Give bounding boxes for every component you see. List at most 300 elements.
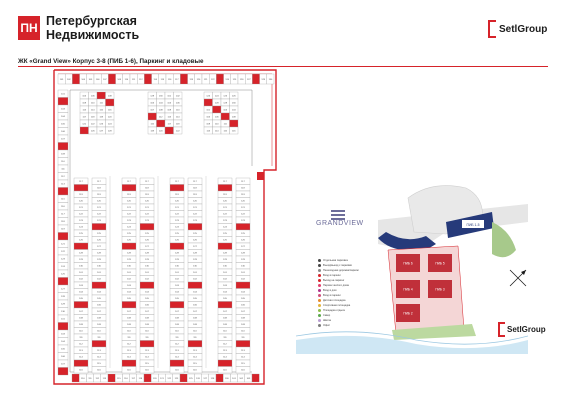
parking-space (80, 127, 89, 134)
parking-space (144, 74, 151, 84)
parking-space-number: 111 (193, 337, 197, 340)
parking-space-number: 104 (61, 341, 65, 344)
parking-space-number: 105 (145, 298, 149, 301)
parking-space-number: 101 (127, 272, 131, 275)
parking-space-number: 111 (79, 337, 83, 340)
parking-space-number: 113 (97, 350, 101, 353)
residential-building-label: ПИБ 4 (403, 287, 413, 292)
parking-space-number: 129 (261, 78, 266, 81)
parking-space-number: 109 (79, 324, 83, 327)
parking-space-number: 113 (79, 350, 83, 353)
parking-space (58, 143, 68, 151)
parking-space-number: 101 (61, 93, 65, 96)
parking-space-number: 111 (223, 337, 227, 340)
parking-space-number: 116 (97, 369, 101, 372)
parking-space-number: 120 (145, 200, 149, 203)
parking-space-number: 116 (145, 369, 149, 372)
parking-space-number: 111 (127, 337, 131, 340)
parking-space-number: 108 (127, 317, 131, 320)
parking-space-number: 119 (127, 194, 131, 197)
parking-space-number: 106 (61, 131, 65, 134)
parking-space-number: 110 (193, 330, 197, 333)
parking-space-number: 127 (193, 246, 197, 249)
legend-swatch (318, 269, 321, 272)
parking-space-number: 119 (150, 130, 154, 133)
parking-space-number: 110 (223, 330, 227, 333)
parking-space-number: 103 (175, 285, 179, 288)
parking-space-number: 105 (127, 298, 131, 301)
parking-space-number: 117 (82, 116, 86, 119)
parking-space-number: 119 (99, 116, 103, 119)
parking-space-number: 101 (97, 272, 101, 275)
legend-swatch (318, 264, 321, 267)
parking-space-number: 101 (232, 377, 236, 380)
parking-space-number: 119 (61, 228, 65, 231)
legend-label: Вход в дом (323, 289, 337, 292)
parking-space-number: 115 (117, 377, 121, 380)
parking-space-number: 107 (102, 78, 107, 81)
legend-swatch (318, 319, 321, 322)
parking-space-number: 130 (231, 102, 236, 105)
parking-space-number: 121 (79, 207, 83, 210)
parking-space-number: 125 (188, 377, 193, 380)
parking-space-number: 116 (175, 369, 179, 372)
parking-floor-plan (52, 68, 278, 386)
parking-space (218, 185, 232, 192)
parking-space-number: 115 (241, 363, 245, 366)
parking-space-number: 128 (223, 252, 227, 255)
parking-space (218, 302, 232, 309)
parking-space-number: 128 (193, 252, 197, 255)
parking-space-number: 116 (124, 377, 128, 380)
brand-line-2: Недвижимость (46, 28, 140, 42)
parking-space-number: 103 (127, 285, 131, 288)
parking-space-number: 129 (79, 259, 83, 262)
parking-space-number: 106 (193, 304, 197, 307)
parking-space (170, 185, 184, 192)
parking-space-number: 109 (223, 324, 227, 327)
parking-space-number: 124 (127, 226, 131, 229)
parking-space-number: 129 (145, 259, 149, 262)
parking-space-number: 110 (175, 330, 179, 333)
parking-space-number: 103 (61, 333, 65, 336)
parking-space-number: 112 (223, 343, 227, 346)
parking-space-number: 101 (193, 272, 197, 275)
parking-space-number: 101 (59, 78, 64, 81)
header-divider (18, 66, 548, 67)
parking-space-number: 129 (61, 303, 65, 306)
parking-space-number: 109 (145, 324, 149, 327)
parking-space-number: 121 (223, 207, 227, 210)
legend-label: Детская площадка (323, 299, 346, 302)
parking-space (72, 374, 79, 382)
parking-space-number: 118 (193, 187, 197, 190)
parking-space-number: 111 (61, 168, 65, 171)
parking-space-number: 101 (145, 272, 149, 275)
parking-space (92, 341, 106, 348)
parking-space-number: 130 (268, 78, 273, 81)
parking-space (180, 374, 187, 382)
parking-space-number: 103 (61, 108, 65, 111)
parking-space-number: 125 (193, 233, 197, 236)
parking-space-number: 117 (175, 78, 179, 81)
parking-space-number: 114 (193, 356, 197, 359)
parking-space-number: 130 (224, 377, 229, 380)
entrance-marker (257, 172, 264, 180)
parking-space (58, 278, 68, 286)
parking-spaces (58, 74, 274, 382)
parking-space-number: 110 (79, 330, 83, 333)
parking-space-number: 111 (241, 337, 245, 340)
parking-space-number: 120 (97, 200, 101, 203)
parking-space-number: 125 (175, 233, 179, 236)
parking-space-number: 126 (145, 239, 149, 242)
parking-space-number: 121 (241, 207, 245, 210)
parking-space (72, 74, 79, 84)
parking-space (236, 282, 250, 289)
parking-space-number: 126 (193, 239, 197, 242)
parking-space (140, 341, 154, 348)
parking-space-number: 128 (61, 296, 65, 299)
parking-space-number: 105 (61, 123, 65, 126)
parking-space-number: 118 (61, 221, 65, 224)
parking-space-number: 120 (196, 78, 201, 81)
parking-space-number: 130 (145, 265, 149, 268)
parking-space-number: 116 (167, 78, 172, 81)
parking-space (92, 282, 106, 289)
parking-space-number: 119 (189, 78, 193, 81)
parking-space-number: 119 (97, 194, 101, 197)
parking-space-number: 114 (175, 356, 179, 359)
parking-space-number: 120 (223, 200, 227, 203)
parking-space-number: 108 (79, 317, 83, 320)
parking-space-number: 122 (167, 377, 172, 380)
parking-space-number: 104 (241, 291, 245, 294)
parking-space-number: 128 (79, 252, 83, 255)
parking-space-number: 102 (193, 278, 197, 281)
parking-space-number: 118 (145, 187, 149, 190)
parking-space-number: 126 (223, 239, 227, 242)
parking-space-number: 111 (99, 102, 103, 105)
parking-space (170, 302, 184, 309)
parking-space-number: 127 (145, 246, 149, 249)
parking-space-number: 128 (145, 252, 149, 255)
legend-label: Вход в паркинг (323, 294, 341, 297)
parking-space-number: 113 (193, 350, 197, 353)
parking-space-number: 109 (206, 123, 211, 126)
parking-space (170, 360, 184, 367)
parking-space-number: 117 (193, 181, 197, 184)
parking-space-number: 123 (241, 220, 245, 223)
parking-space-number: 125 (97, 233, 101, 236)
legend-label: Спортивная площадка (323, 304, 351, 307)
residential-building-label: ПИБ 3 (435, 287, 445, 292)
parking-space-number: 106 (175, 102, 180, 105)
parking-space-number: 114 (91, 109, 95, 112)
parking-space-number: 116 (61, 206, 65, 209)
parking-space-number: 107 (145, 311, 149, 314)
parking-space (58, 98, 68, 106)
parking-space-number: 110 (61, 161, 65, 164)
parking-space-number: 104 (81, 78, 86, 81)
parking-space-number: 108 (241, 317, 245, 320)
parking-space-number: 129 (241, 259, 245, 262)
parking-space-number: 113 (82, 109, 86, 112)
parking-space-number: 102 (241, 278, 245, 281)
parking-space-number: 101 (79, 272, 83, 275)
parking-space (230, 120, 239, 127)
parking-space-number: 113 (167, 116, 171, 119)
parking-space-number: 108 (107, 95, 112, 98)
parking-space-number: 113 (206, 130, 210, 133)
parking-space-number: 129 (175, 259, 179, 262)
parking-space-number: 130 (158, 95, 163, 98)
parking-space-number: 106 (241, 304, 245, 307)
parking-space-number: 105 (88, 78, 93, 81)
parking-space (221, 113, 230, 120)
parking-space-number: 103 (79, 285, 83, 288)
parking-space (216, 74, 223, 84)
parking-space (106, 99, 115, 106)
parking-space-number: 110 (176, 109, 180, 112)
parking-space-number: 105 (97, 298, 101, 301)
parking-space-number: 123 (97, 220, 101, 223)
parking-space (74, 185, 88, 192)
parking-space-number: 104 (175, 291, 179, 294)
parking-space-number: 128 (127, 252, 131, 255)
parking-space-number: 119 (175, 194, 179, 197)
legend-swatch (318, 294, 321, 297)
legend-label: Пешеходная дорожка/паркинг (323, 269, 360, 272)
site-legend (318, 258, 372, 328)
parking-space-number: 123 (61, 258, 65, 261)
parking-space-number: 120 (193, 200, 197, 203)
parking-space-number: 103 (246, 377, 251, 380)
parking-space-number: 126 (196, 377, 200, 380)
parking-space-number: 108 (97, 317, 101, 320)
parking-space-number: 104 (193, 291, 197, 294)
parking-space-number: 124 (175, 226, 179, 229)
document-subtitle: ЖК «Grand View» Корпус 3-8 (ПИБ 1-6), Паркинг и кладовые (18, 58, 204, 65)
parking-space-number: 116 (232, 130, 236, 133)
legend-swatch (318, 289, 321, 292)
parking-space-number: 101 (223, 272, 227, 275)
parking-space-number: 129 (97, 259, 101, 262)
parking-space-number: 104 (61, 116, 65, 119)
parking-space-number: 107 (193, 311, 197, 314)
parking-space-number: 120 (107, 116, 112, 119)
parking-space (122, 302, 136, 309)
brand-logo (18, 16, 40, 40)
parking-space-number: 115 (99, 109, 103, 112)
legend-label: Вход в паркинг (323, 274, 341, 277)
parking-space-number: 102 (175, 95, 180, 98)
parking-space-number: 117 (61, 213, 65, 216)
parking-space-number: 110 (145, 330, 149, 333)
parking-space-number: 122 (223, 213, 227, 216)
parking-space-number: 126 (79, 239, 83, 242)
parking-space-number: 118 (176, 123, 180, 126)
parking-space-number: 123 (174, 377, 179, 380)
parking-space-number: 129 (127, 259, 131, 262)
parking-space-number: 127 (241, 246, 245, 249)
parking-space-number: 117 (97, 181, 101, 184)
parking-space-number: 123 (99, 123, 104, 126)
parking-space-number: 107 (61, 363, 65, 366)
parking-space-number: 122 (145, 213, 149, 216)
parking-space-number: 123 (145, 220, 149, 223)
parking-space-number: 115 (160, 78, 165, 81)
parking-space (252, 374, 259, 382)
parking-space (58, 323, 68, 331)
parking-space-number: 105 (82, 95, 87, 98)
parking-space-number: 104 (127, 291, 131, 294)
parking-space-number: 126 (90, 130, 95, 133)
parking-space (108, 374, 115, 382)
parking-space-number: 127 (203, 377, 208, 380)
parking-space-number: 107 (223, 311, 227, 314)
parking-space-number: 103 (150, 102, 155, 105)
parking-space-number: 123 (79, 220, 83, 223)
parking-space-number: 104 (97, 291, 101, 294)
brand-line-1: Петербургская (46, 14, 137, 28)
parking-space-number: 122 (61, 251, 65, 254)
parking-space (218, 243, 232, 250)
legend-swatch (318, 284, 321, 287)
parking-space-number: 110 (91, 102, 95, 105)
developer-name-secondary: SetlGroup (507, 325, 546, 334)
parking-space-number: 101 (241, 272, 245, 275)
parking-space-number: 122 (175, 130, 180, 133)
parking-space-number: 125 (223, 95, 228, 98)
parking-space-number: 107 (175, 311, 179, 314)
parking-space-number: 102 (239, 377, 244, 380)
residential-building-label: ПИБ 2 (403, 311, 413, 316)
parking-space-number: 102 (97, 278, 101, 281)
parking-space-number: 123 (206, 95, 211, 98)
parking-space-number: 109 (167, 109, 172, 112)
legend-label: Сквер (323, 314, 331, 317)
parking-space-number: 126 (239, 78, 244, 81)
parking-space-number: 113 (61, 183, 65, 186)
parking-space-number: 116 (127, 369, 131, 372)
legend-label: Паркинг жилого дома (323, 284, 349, 287)
parking-space-number: 115 (97, 363, 101, 366)
parking-space (148, 113, 157, 120)
parking-space-number: 111 (131, 78, 136, 81)
parking-space-number: 103 (223, 285, 227, 288)
parking-space-number: 124 (225, 78, 230, 81)
parking-space-number: 109 (117, 78, 122, 81)
parking-space-number: 101 (61, 318, 65, 321)
parking-space-number: 127 (97, 246, 101, 249)
parking-space-number: 105 (167, 102, 172, 105)
parking-space-number: 108 (175, 317, 179, 320)
parking-space-number: 128 (241, 252, 245, 255)
parking-space-number: 101 (206, 109, 211, 112)
parking-space-number: 115 (145, 363, 149, 366)
parking-space-number: 117 (145, 181, 149, 184)
parking-space-number: 107 (241, 311, 245, 314)
parking-space-number: 104 (158, 102, 163, 105)
legend-swatch (318, 259, 321, 262)
parking-space (236, 224, 250, 231)
parking-space-number: 111 (223, 123, 227, 126)
parking-space (188, 224, 202, 231)
parking-space-number: 130 (193, 265, 197, 268)
parking-space-number: 109 (61, 153, 65, 156)
parking-space-number: 122 (175, 213, 179, 216)
parking-space-number: 107 (127, 311, 131, 314)
parking-space (170, 243, 184, 250)
parking-space (97, 92, 106, 99)
parking-space-number: 105 (79, 298, 83, 301)
parking-space-number: 112 (61, 176, 65, 179)
parking-space-number: 106 (95, 78, 100, 81)
parking-space-number: 115 (193, 363, 197, 366)
parking-space (92, 224, 106, 231)
parking-space-number: 130 (79, 265, 83, 268)
parking-space-number: 102 (223, 278, 227, 281)
parking-space-number: 118 (138, 377, 143, 380)
project-name: GRANDVIEW (316, 220, 364, 227)
parking-space-number: 102 (79, 278, 83, 281)
parking-space (157, 120, 166, 127)
parking-space-number: 126 (175, 239, 179, 242)
parking-space-number: 105 (223, 298, 227, 301)
parking-space-number: 130 (127, 265, 131, 268)
parking-space-number: 120 (127, 200, 131, 203)
parking-space (236, 341, 250, 348)
parking-space-number: 127 (99, 130, 104, 133)
parking-space-number: 113 (175, 350, 179, 353)
parking-space-number: 130 (241, 265, 245, 268)
parking-space-number: 121 (61, 243, 65, 246)
parking-space-number: 112 (79, 343, 83, 346)
parking-space-number: 113 (241, 350, 245, 353)
legend-label: Выход на паркинг (323, 279, 345, 282)
parking-space-number: 114 (145, 356, 149, 359)
parking-space-number: 125 (127, 233, 131, 236)
parking-space (213, 106, 222, 113)
parking-space-number: 105 (241, 298, 245, 301)
parking-space-number: 120 (79, 200, 83, 203)
legend-label: Площадка отдыха (323, 309, 345, 312)
parking-space-number: 113 (127, 350, 131, 353)
parking-space (108, 74, 115, 84)
parking-space-number: 121 (97, 207, 101, 210)
parking-space-number: 109 (82, 102, 87, 105)
parking-space-number: 125 (223, 233, 227, 236)
parking-space (58, 188, 68, 196)
parking-space-number: 118 (241, 187, 245, 190)
parking-space-number: 109 (193, 324, 197, 327)
legend-label: Въезд/выезд с парковки (323, 264, 352, 267)
parking-space-number: 114 (97, 356, 101, 359)
parking-space-number: 114 (241, 356, 245, 359)
parking-space-number: 111 (145, 337, 149, 340)
parking-space-number: 118 (91, 116, 95, 119)
parking-space-number: 106 (97, 304, 101, 307)
parking-space (122, 185, 136, 192)
parking-space (58, 368, 68, 376)
parking-space (204, 99, 213, 106)
developer-logo-secondary-mark (498, 322, 505, 337)
parking-space-number: 122 (127, 213, 131, 216)
parking-space-number: 110 (97, 330, 101, 333)
parking-space-number: 129 (193, 259, 197, 262)
parking-space-number: 109 (175, 324, 179, 327)
